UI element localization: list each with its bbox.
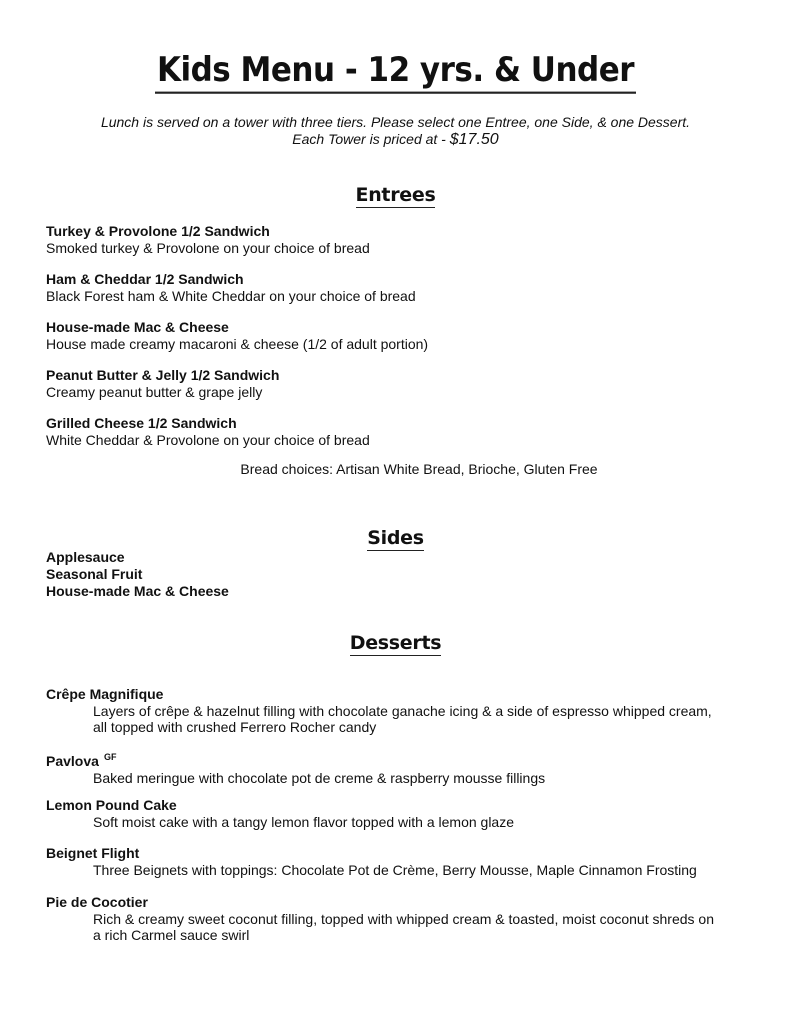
- dessert-name: Lemon Pound Cake: [46, 797, 177, 813]
- dessert-item: [46, 845, 746, 878]
- dessert-description: all topped with crushed Ferrero Rocher candy: [93, 719, 377, 735]
- dessert-description: Layers of crêpe & hazelnut filling with chocolate ganache icing & a side of espresso whipped cream,: [93, 703, 712, 719]
- entree-description: White Cheddar & Provolone on your choice of bread: [46, 432, 370, 448]
- dessert-name: Beignet Flight: [46, 845, 140, 861]
- dessert-name: Pie de Cocotier: [46, 894, 148, 910]
- gluten-free-badge: GF: [103, 752, 117, 762]
- dessert-item: [46, 749, 746, 786]
- entree-name: Ham & Cheddar 1/2 Sandwich: [46, 271, 244, 287]
- dessert-name: Pavlova $^{GF}$: [46, 752, 117, 769]
- side-item: Applesauce: [46, 549, 125, 565]
- entree-name: Turkey & Provolone 1/2 Sandwich: [46, 223, 270, 239]
- dessert-item: [46, 797, 746, 830]
- intro-line-1: Lunch is served on a tower with three tiers. Please select one Entree, one Side, & one Dessert.: [100, 114, 691, 130]
- entree-name: Grilled Cheese 1/2 Sandwich: [46, 415, 237, 431]
- bread-choices-note: Bread choices: Artisan White Bread, Brioche, Gluten Free: [240, 461, 598, 477]
- entree-item: [46, 415, 746, 448]
- dessert-description: Rich & creamy sweet coconut filling, topped with whipped cream & toasted, moist coconut shreds on: [93, 911, 714, 927]
- dessert-description: a rich Carmel sauce swirl: [93, 927, 250, 943]
- entrees-heading: Entrees: [355, 184, 436, 206]
- dessert-description: Baked meringue with chocolate pot de creme & raspberry mousse fillings: [93, 770, 546, 786]
- dessert-item: [46, 686, 746, 735]
- side-item: Seasonal Fruit: [46, 566, 143, 582]
- dessert-name: Crêpe Magnifique: [46, 686, 164, 702]
- dessert-description: Soft moist cake with a tangy lemon flavor topped with a lemon glaze: [93, 814, 514, 830]
- entree-description: House made creamy macaroni & cheese (1/2 of adult portion): [46, 336, 429, 352]
- entree-name: Peanut Butter & Jelly 1/2 Sandwich: [46, 367, 280, 383]
- entree-item: [46, 223, 746, 256]
- entree-name: House-made Mac & Cheese: [46, 319, 229, 335]
- tower-price: $17.50: [449, 131, 499, 148]
- side-item: House-made Mac & Cheese: [46, 583, 229, 599]
- dessert-item: [46, 894, 746, 943]
- entree-description: Creamy peanut butter & grape jelly: [46, 384, 263, 400]
- entree-item: [46, 319, 746, 352]
- intro-line-2: [0, 131, 791, 149]
- entree-item: [46, 367, 746, 400]
- desserts-heading: Desserts: [349, 632, 442, 654]
- dessert-description: Three Beignets with toppings: Chocolate Pot de Crème, Berry Mousse, Maple Cinnamon Frosting: [93, 862, 697, 878]
- entree-description: Black Forest ham & White Cheddar on your choice of bread: [46, 288, 416, 304]
- entree-description: Smoked turkey & Provolone on your choice of bread: [46, 240, 370, 256]
- sides-heading: Sides: [367, 527, 424, 549]
- entree-item: [46, 271, 746, 304]
- intro-price-prefix: Each Tower is priced at -: [292, 131, 450, 147]
- menu-title: Kids Menu - 12 yrs. & Under: [0, 51, 791, 90]
